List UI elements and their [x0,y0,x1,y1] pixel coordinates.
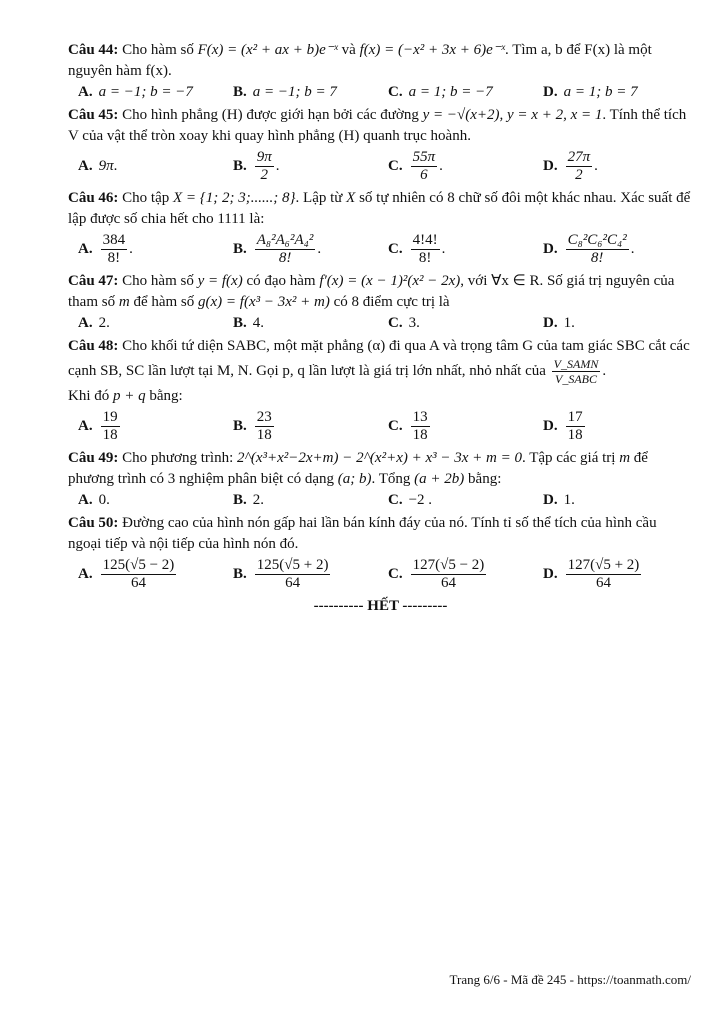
option-b[interactable]: B. a = −1; b = 7 [233,84,337,100]
option-b[interactable]: B. $\frac{125(√5 + 2)}{64}$ [233,557,329,591]
option-a[interactable]: A. $\frac{384}{8!}$ . [78,232,133,266]
option-d[interactable]: D. $\frac{127(√5 + 2)}{64}$ [543,557,640,591]
question-text: số tự nhiên có 8 chữ số đôi một khác nhau. Xác suất để lập được số chia hết cho 1111 là: [68,190,691,227]
formula-curves: y = −√(x+2), y = x + 2, x = 1 [422,107,603,123]
conjunction: và [341,42,356,58]
question-text: . Tập các giá trị [522,450,616,466]
option-d[interactable]: D. a = 1; b = 7 [543,84,638,100]
fraction: $\frac{19}{18}$ [102,409,118,443]
formula-g: g(x) = f(x³ − 3x² + m) [198,294,330,310]
option-b[interactable]: B. 4. [233,315,265,331]
option-c[interactable]: C. a = 1; b = −7 [388,84,493,100]
fraction: $\frac{125(√5 + 2)}{64}$ [256,557,329,591]
question-text: Cho hình phẳng (H) được giới hạn bởi các đường [122,107,419,123]
question-text: để hàm số [133,294,195,310]
question-text: . Tìm a, b để F(x) là một nguyên hàm f(x). [68,42,652,79]
formula-set: X = {1; 2; 3;......; 8} [173,190,296,206]
fraction: $\frac{17}{18}$ [567,409,583,443]
formula-y: y = f(x) [197,273,243,289]
fraction: $\frac{384}{8!}$ [102,232,126,266]
option-c[interactable]: C. $\frac{127(√5 - 2)}{64}$ [388,557,485,591]
formula-pq: p + q [113,388,146,404]
question-number: Câu 45: [68,107,119,123]
question-46 [68,188,693,230]
option-a[interactable]: A. $\frac{125(√5 - 2)}{64}$ [78,557,175,591]
option-c[interactable]: C. $\frac{13}{18}$ [388,409,428,443]
end-marker: ---------- HẾT --------- [313,598,448,614]
question-text: để phương trình có 3 nghiệm phân biệt có dạng [68,450,648,487]
question-48: Câu 48: Cho khối tứ diện SABC, một mặt phẳng (α) đi qua A và trọng tâm G của tam giác SBC cắt các cạnh SB, SC lần lượt tại M, N. Gọi p, q lần lượt là giá trị lớn nhất, nhỏ nhất của $\frac{\text{V\_SAMN}}{\text{V\_SABC}}$ . Khi đó p + q bằng: [68,338,690,404]
param-m: m [118,294,130,310]
option-d[interactable]: D. 1. [543,492,575,508]
formula-interval: (a; b) [337,471,372,487]
option-d[interactable]: D. $\frac{\text{C₈²C₆²C₄²}}{8!}$ . [543,232,635,266]
question-number: Câu 48: [68,338,119,354]
question-text: Cho phương trình: [122,450,234,466]
fraction: $\frac{127(√5 + 2)}{64}$ [567,557,640,591]
question-text: Cho hàm số [122,273,194,289]
fraction: $\frac{55\pi}{6}$ [412,149,436,183]
question-text: Đường cao của hình nón gấp hai lần bán kính đáy của nó. Tính tỉ số thể tích của hình cầu ngoại tiếp và nội tiếp của hình nón đó. [68,515,657,552]
option-a[interactable]: A. 0. [78,492,110,508]
option-b[interactable]: B. $\frac{9\pi}{2}$ . [233,149,280,183]
option-b[interactable]: B. $\frac{23}{18}$ [233,409,272,443]
question-50 [68,513,693,555]
formula-F: F(x) = (x² + ax + b)e⁻ˣ [197,42,338,58]
question-44 [68,40,693,82]
question-text: bằng: [149,388,183,404]
option-a[interactable]: A. 9π . [78,158,118,174]
question-text: bằng: [468,471,502,487]
question-number: Câu 44: [68,42,119,58]
question-text: . Tính thể tích V của vật thể tròn xoay khi quay hình phẳng (H) quanh trục hoành. [68,107,687,144]
question-text: có đạo hàm [246,273,316,289]
question-text: Khi đó [68,388,110,404]
option-c[interactable]: C. $\frac{55\pi}{6}$ . [388,149,443,183]
question-number: Câu 46: [68,190,119,206]
volume-ratio: $\frac{\text{V\_SAMN}}{\text{V\_SABC}}$ [553,357,599,386]
option-a[interactable]: A. $\frac{19}{18}$ [78,409,118,443]
question-47 [68,271,693,313]
option-b[interactable]: B. $\frac{\text{A₈²A₆²A₄²}}{8!}$ . [233,232,322,266]
question-number: Câu 47: [68,273,119,289]
option-d[interactable]: D. $\frac{27\pi}{2}$ . [543,149,598,183]
exam-page [68,40,693,615]
question-49 [68,448,693,490]
option-b[interactable]: B. 2. [233,492,265,508]
question-text: Cho hàm số [122,42,194,58]
fraction: $\frac{9\pi}{2}$ [256,149,272,183]
options-50 [68,557,693,592]
option-c[interactable]: C. $\frac{4!4!}{8!}$ . [388,232,446,266]
fraction: $\frac{13}{18}$ [412,409,428,443]
options-44 [68,84,693,101]
question-text: Cho tập [122,190,170,206]
fraction: $\frac{127(√5 - 2)}{64}$ [412,557,485,591]
question-text: có 8 điểm cực trị là [333,294,450,310]
fraction: $\frac{4!4!}{8!}$ [412,232,438,266]
option-c[interactable]: C. −2 . [388,492,433,508]
formula-equation: 2^(x³+x²−2x+m) − 2^(x²+x) + x³ − 3x + m = 0 [237,450,522,466]
set-symbol: X [346,190,356,206]
question-number: Câu 49: [68,450,119,466]
param-m: m [619,450,631,466]
question-text: . Lập từ [295,190,343,206]
options-45 [68,149,693,184]
formula-derivative: f′(x) = (x − 1)²(x² − 2x) [319,273,461,289]
option-d[interactable]: D. $\frac{17}{18}$ [543,409,583,443]
formula-f: f(x) = (−x² + 3x + 6)e⁻ˣ [359,42,505,58]
fraction: $\frac{\text{A₈²A₆²A₄²}}{8!}$ [256,232,314,266]
formula-sum: (a + 2b) [414,471,465,487]
question-text: . Tổng [371,471,411,487]
option-c[interactable]: C. 3. [388,315,420,331]
question-number: Câu 50: [68,515,119,531]
fraction: $\frac{23}{18}$ [256,409,272,443]
question-text: Cho khối tứ diện SABC, một mặt phẳng (α) đi qua A và trọng tâm G của tam giác SBC cắt các cạnh SB, SC lần lượt tại M, N. Gọi p, q lần lượt là giá trị lớn nhất, nhỏ nhất của [68,338,690,379]
option-d[interactable]: D. 1. [543,315,575,331]
question-45 [68,105,693,147]
fraction: $\frac{27\pi}{2}$ [567,149,591,183]
option-a[interactable]: A. 2. [78,315,110,331]
page-footer: Trang 6/6 - Mã đề 245 - https://toanmath.com/ [449,972,691,987]
fraction: $\frac{\text{C₈²C₆²C₄²}}{8!}$ [567,232,627,266]
options-46 [68,232,693,267]
question-text: , với ∀x ∈ R. Số giá trị nguyên của tham số [68,273,675,310]
options-49 [68,492,693,509]
option-a[interactable]: A. a = −1; b = −7 [78,84,193,100]
options-47 [68,315,693,332]
fraction: $\frac{125(√5 - 2)}{64}$ [102,557,175,591]
options-48 [68,409,693,444]
